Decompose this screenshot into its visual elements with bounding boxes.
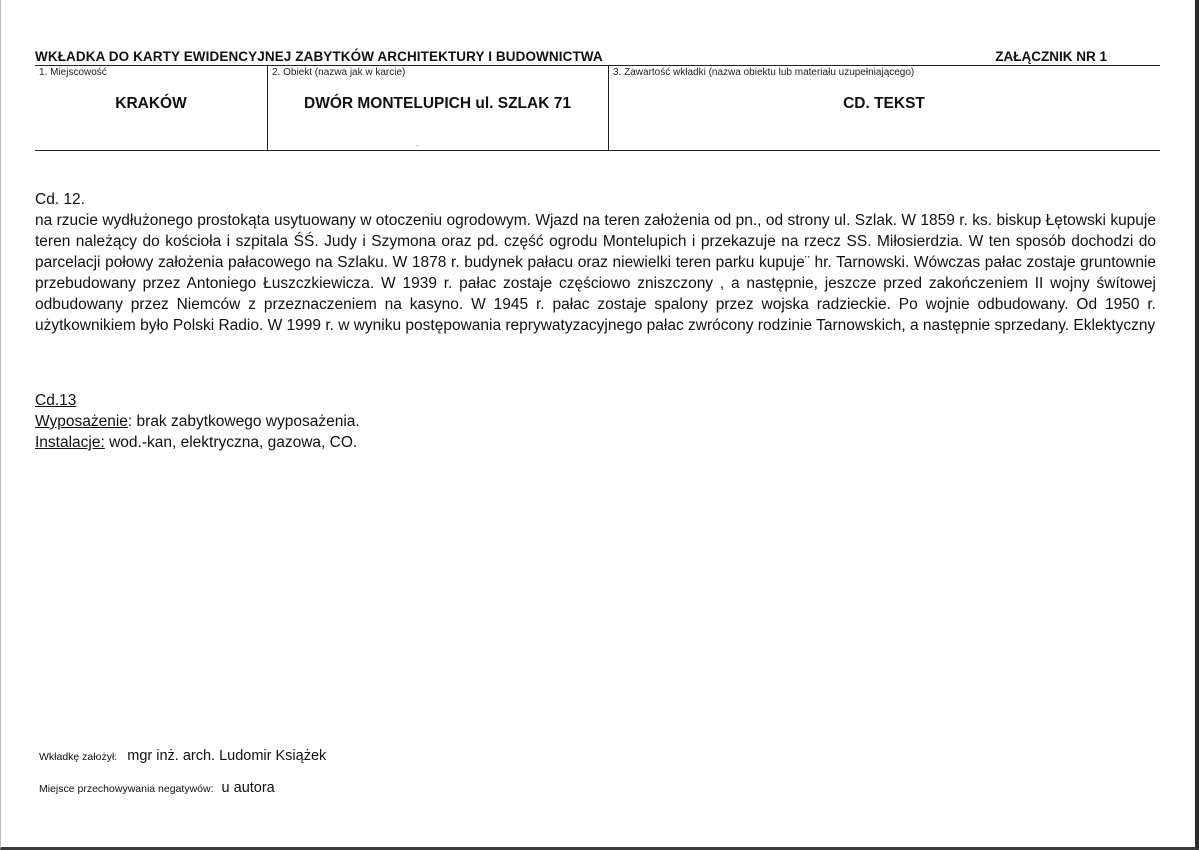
negatives-value: u autora bbox=[221, 780, 275, 796]
cd13-heading: Cd.13 bbox=[35, 392, 77, 409]
header-top-rule bbox=[35, 65, 1160, 66]
annex-number: ZAŁĄCZNIK NR 1 bbox=[995, 49, 1107, 64]
equipment-value: : brak zabytkowego wyposażenia. bbox=[127, 413, 360, 430]
cd12-section bbox=[35, 189, 1156, 336]
cd12-text: na rzucie wydłużonego prostokąta usytuowany w otoczeniu ogrodowym. Wjazd na teren założenia od pn., od strony ul. Szlak. W 1859 r. ks. biskup Łętowski kupuje teren należący do kościoła i szpitala ŚŚ. Judy i Szymona oraz pd. część ogrodu Montelupich i przekazuje na rzecz SS. Miłosierdzia. W ten sposób dochodzi do parcelacji połowy założenia pałacowego na Szlaku. W 1878 r. budynek pałacu oraz niewielki teren parku kupuje¨ hr. Tarnowski. Wówczas pałac zostaje gruntownie przebudowany przez Antoniego Łuszczkiewicza. W 1939 r. pałac zostaje częściowo zniszczony , a następnie, jeszcze przed zakończeniem II wojny śwítowej odbudowany przez Niemców z przeznaczeniem na kasyno. W 1945 r. pałac zostaje spalony przez wojska radzieckie. Po wojnie odbudowany. Od 1950 r. użytkownikiem było Polski Radio. W 1999 r. w wyniku postępowania reprywatyzacyjnego pałac zwrócony rodzinie Tarnowskich, a następnie sprzedany. Eklektyczny bbox=[35, 212, 1156, 334]
object-label: 2. Obiekt (nazwa jak w karcie) bbox=[272, 67, 406, 78]
equipment-line bbox=[35, 411, 1156, 432]
installations-line bbox=[35, 432, 1156, 453]
header-bottom-rule bbox=[35, 150, 1160, 151]
object-value: DWÓR MONTELUPICH ul. SZLAK 71 bbox=[304, 95, 571, 112]
insert-content-value: CD. TEKST bbox=[843, 95, 925, 112]
author-line bbox=[39, 748, 326, 764]
negatives-line bbox=[39, 780, 275, 796]
author-value: mgr inż. arch. Ludomir Książek bbox=[127, 748, 327, 764]
scan-mark: - bbox=[416, 141, 419, 150]
insert-content-label: 3. Zawartość wkładki (nazwa obiektu lub materiału uzupełniającego) bbox=[613, 67, 915, 78]
document-title: WKŁADKA DO KARTY EWIDENCYJNEJ ZABYTKÓW ARCHITEKTURY I BUDOWNICTWA bbox=[35, 49, 603, 64]
equipment-label: Wyposażenie bbox=[35, 413, 128, 430]
cd13-section bbox=[35, 390, 1156, 453]
installations-value: wod.-kan, elektryczna, gazowa, CO. bbox=[104, 434, 358, 451]
installations-label: Instalacje: bbox=[35, 434, 105, 451]
cd12-heading: Cd. 12. bbox=[35, 191, 85, 208]
negatives-label: Miejsce przechowywania negatywów: bbox=[39, 783, 214, 795]
locality-value: KRAKÓW bbox=[115, 95, 187, 112]
author-label: Wkładkę założył: bbox=[39, 751, 118, 763]
locality-label: 1. Miejscowość bbox=[39, 67, 107, 78]
